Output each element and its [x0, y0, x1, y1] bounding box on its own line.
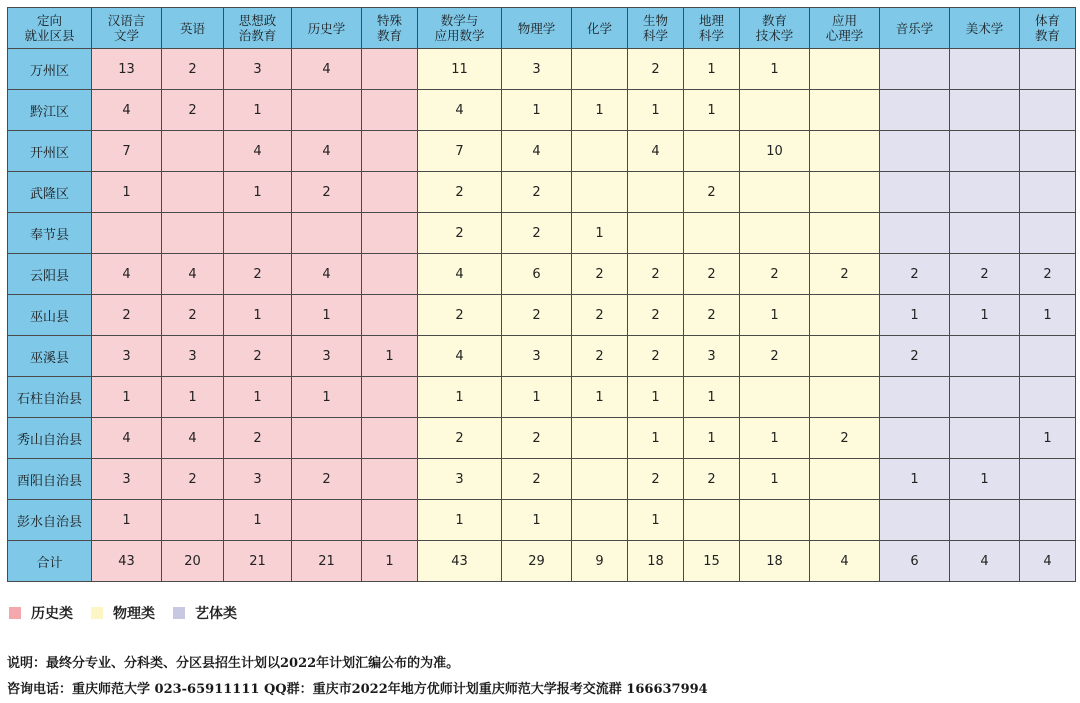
notes: [7, 651, 708, 703]
district-name: 巫溪县: [8, 336, 92, 377]
quota-cell: [810, 500, 880, 541]
quota-cell: [162, 500, 224, 541]
district-name: 万州区: [8, 49, 92, 90]
quota-cell: 4: [92, 254, 162, 295]
quota-cell: 7: [418, 131, 502, 172]
quota-cell: 4: [950, 541, 1020, 582]
note-explanation: 说明：最终分专业、分科类、分区县招生计划以2022年计划汇编公布的为准。: [7, 656, 460, 671]
table-row: [8, 131, 1076, 172]
quota-cell: [880, 213, 950, 254]
quota-cell: 2: [418, 172, 502, 213]
quota-cell: [292, 418, 362, 459]
legend-label: 历史类: [31, 606, 73, 622]
quota-cell: 2: [418, 418, 502, 459]
quota-cell: 2: [572, 295, 628, 336]
quota-cell: 2: [502, 418, 572, 459]
legend-label: 艺体类: [195, 606, 237, 622]
table-row: [8, 295, 1076, 336]
quota-cell: 3: [162, 336, 224, 377]
quota-cell: 4: [162, 418, 224, 459]
quota-cell: [362, 254, 418, 295]
quota-cell: 3: [224, 49, 292, 90]
quota-cell: 3: [502, 336, 572, 377]
legend-item: [91, 603, 155, 623]
quota-cell: 21: [292, 541, 362, 582]
quota-cell: [1020, 459, 1076, 500]
quota-cell: 1: [224, 90, 292, 131]
quota-cell: [950, 336, 1020, 377]
quota-cell: [572, 459, 628, 500]
quota-cell: 1: [362, 336, 418, 377]
column-header: 数学与 应用数学: [418, 8, 502, 49]
quota-cell: [740, 377, 810, 418]
quota-cell: 9: [572, 541, 628, 582]
quota-cell: [362, 213, 418, 254]
district-name: 奉节县: [8, 213, 92, 254]
quota-cell: [684, 131, 740, 172]
quota-cell: 2: [162, 459, 224, 500]
quota-cell: 3: [92, 459, 162, 500]
quota-cell: 2: [684, 172, 740, 213]
quota-cell: 2: [502, 295, 572, 336]
quota-cell: 3: [684, 336, 740, 377]
quota-cell: [1020, 213, 1076, 254]
quota-cell: [880, 90, 950, 131]
quota-cell: 2: [684, 295, 740, 336]
total-row: [8, 541, 1076, 582]
quota-cell: [572, 500, 628, 541]
quota-cell: 1: [224, 500, 292, 541]
district-name: 秀山自治县: [8, 418, 92, 459]
quota-cell: 2: [572, 254, 628, 295]
quota-cell: 1: [292, 295, 362, 336]
quota-cell: 4: [628, 131, 684, 172]
quota-cell: [162, 131, 224, 172]
quota-cell: 4: [92, 90, 162, 131]
quota-cell: 1: [292, 377, 362, 418]
quota-cell: 2: [684, 254, 740, 295]
quota-cell: 6: [880, 541, 950, 582]
quota-cell: 1: [684, 418, 740, 459]
enrollment-table: [7, 7, 1076, 582]
quota-cell: 3: [418, 459, 502, 500]
quota-cell: 2: [502, 213, 572, 254]
quota-cell: 1: [628, 90, 684, 131]
quota-cell: 2: [224, 336, 292, 377]
quota-cell: 1: [224, 377, 292, 418]
quota-cell: [628, 213, 684, 254]
quota-cell: [162, 213, 224, 254]
quota-cell: [810, 377, 880, 418]
quota-cell: 1: [740, 295, 810, 336]
quota-cell: 1: [418, 500, 502, 541]
quota-cell: 6: [502, 254, 572, 295]
quota-cell: 2: [628, 459, 684, 500]
quota-cell: 15: [684, 541, 740, 582]
quota-cell: [950, 131, 1020, 172]
quota-cell: 1: [950, 459, 1020, 500]
quota-cell: 2: [502, 172, 572, 213]
quota-cell: 3: [224, 459, 292, 500]
quota-cell: 1: [740, 418, 810, 459]
legend: [9, 603, 255, 623]
column-header: 历史学: [292, 8, 362, 49]
quota-cell: 43: [92, 541, 162, 582]
legend-swatch: [173, 607, 185, 619]
district-name: 云阳县: [8, 254, 92, 295]
quota-cell: 2: [628, 254, 684, 295]
column-header: 美术学: [950, 8, 1020, 49]
quota-cell: [362, 49, 418, 90]
quota-cell: 1: [502, 500, 572, 541]
quota-cell: 13: [92, 49, 162, 90]
quota-cell: 2: [880, 254, 950, 295]
column-header: 思想政 治教育: [224, 8, 292, 49]
quota-cell: 2: [684, 459, 740, 500]
quota-cell: [880, 131, 950, 172]
quota-cell: 3: [502, 49, 572, 90]
quota-cell: [810, 336, 880, 377]
quota-cell: 1: [502, 377, 572, 418]
column-header: 体育 教育: [1020, 8, 1076, 49]
district-name: 石柱自治县: [8, 377, 92, 418]
quota-cell: [362, 295, 418, 336]
quota-cell: 1: [418, 377, 502, 418]
quota-cell: [740, 172, 810, 213]
column-header: 生物 科学: [628, 8, 684, 49]
quota-cell: [810, 49, 880, 90]
quota-cell: [572, 131, 628, 172]
quota-cell: 1: [572, 90, 628, 131]
quota-cell: [362, 418, 418, 459]
quota-cell: 2: [628, 336, 684, 377]
legend-label: 物理类: [113, 606, 155, 622]
quota-cell: 4: [292, 254, 362, 295]
quota-cell: 1: [224, 295, 292, 336]
quota-cell: [950, 377, 1020, 418]
district-name: 巫山县: [8, 295, 92, 336]
quota-cell: 4: [502, 131, 572, 172]
column-header: 定向 就业区县: [8, 8, 92, 49]
quota-cell: 2: [1020, 254, 1076, 295]
quota-cell: 43: [418, 541, 502, 582]
quota-cell: [292, 500, 362, 541]
quota-cell: [362, 377, 418, 418]
quota-cell: 1: [1020, 418, 1076, 459]
quota-cell: [810, 131, 880, 172]
quota-cell: 1: [628, 377, 684, 418]
quota-cell: [810, 213, 880, 254]
column-header: 化学: [572, 8, 628, 49]
quota-cell: [740, 213, 810, 254]
quota-cell: [810, 459, 880, 500]
quota-cell: 4: [92, 418, 162, 459]
column-header: 教育 技术学: [740, 8, 810, 49]
quota-cell: [224, 213, 292, 254]
quota-cell: 1: [162, 377, 224, 418]
table-header-row: [8, 8, 1076, 49]
column-header: 汉语言 文学: [92, 8, 162, 49]
note-contact: 咨询电话：重庆师范大学 023-65911111 QQ群：重庆市2022年地方优师计划重庆师范大学报考交流群 166637994: [7, 682, 708, 697]
quota-cell: 1: [740, 459, 810, 500]
quota-cell: [572, 172, 628, 213]
quota-cell: [362, 131, 418, 172]
quota-cell: [1020, 500, 1076, 541]
quota-cell: [362, 500, 418, 541]
quota-cell: [1020, 90, 1076, 131]
quota-cell: 4: [418, 254, 502, 295]
quota-cell: 2: [628, 49, 684, 90]
quota-cell: 18: [628, 541, 684, 582]
quota-cell: 2: [418, 295, 502, 336]
quota-cell: [684, 213, 740, 254]
column-header: 特殊 教育: [362, 8, 418, 49]
quota-cell: [162, 172, 224, 213]
column-header: 地理 科学: [684, 8, 740, 49]
column-header: 物理学: [502, 8, 572, 49]
quota-cell: [810, 295, 880, 336]
quota-cell: 2: [502, 459, 572, 500]
quota-cell: [628, 172, 684, 213]
quota-cell: 1: [92, 377, 162, 418]
quota-cell: 1: [684, 49, 740, 90]
quota-cell: [880, 500, 950, 541]
district-name: 酉阳自治县: [8, 459, 92, 500]
quota-cell: 11: [418, 49, 502, 90]
quota-cell: 2: [880, 336, 950, 377]
quota-cell: [92, 213, 162, 254]
quota-cell: 1: [224, 172, 292, 213]
quota-cell: 29: [502, 541, 572, 582]
table-row: [8, 336, 1076, 377]
quota-cell: [1020, 172, 1076, 213]
district-name: 彭水自治县: [8, 500, 92, 541]
quota-cell: [880, 172, 950, 213]
quota-cell: 1: [92, 172, 162, 213]
quota-cell: 2: [628, 295, 684, 336]
quota-cell: 1: [740, 49, 810, 90]
district-name: 合计: [8, 541, 92, 582]
quota-cell: [950, 500, 1020, 541]
column-header: 英语: [162, 8, 224, 49]
quota-cell: [292, 213, 362, 254]
quota-cell: 4: [810, 541, 880, 582]
quota-cell: 1: [628, 418, 684, 459]
quota-cell: [684, 500, 740, 541]
quota-cell: 10: [740, 131, 810, 172]
quota-cell: 2: [418, 213, 502, 254]
quota-cell: 2: [810, 254, 880, 295]
quota-cell: 3: [92, 336, 162, 377]
quota-cell: [810, 90, 880, 131]
quota-cell: 1: [572, 377, 628, 418]
quota-cell: 1: [684, 90, 740, 131]
quota-cell: 2: [740, 254, 810, 295]
quota-cell: [740, 500, 810, 541]
quota-cell: 18: [740, 541, 810, 582]
quota-cell: [740, 90, 810, 131]
quota-cell: [362, 90, 418, 131]
legend-item: [9, 603, 73, 623]
quota-cell: 1: [572, 213, 628, 254]
quota-cell: 1: [502, 90, 572, 131]
table-row: [8, 418, 1076, 459]
table-row: [8, 500, 1076, 541]
quota-cell: 2: [162, 295, 224, 336]
quota-cell: 4: [292, 131, 362, 172]
table-row: [8, 254, 1076, 295]
quota-cell: [362, 459, 418, 500]
quota-cell: [950, 49, 1020, 90]
quota-cell: [1020, 49, 1076, 90]
quota-cell: 2: [950, 254, 1020, 295]
quota-cell: [1020, 336, 1076, 377]
quota-cell: 4: [1020, 541, 1076, 582]
quota-cell: [950, 90, 1020, 131]
quota-cell: [950, 172, 1020, 213]
quota-cell: [1020, 377, 1076, 418]
district-name: 开州区: [8, 131, 92, 172]
table-row: [8, 90, 1076, 131]
legend-swatch: [91, 607, 103, 619]
quota-cell: 1: [880, 459, 950, 500]
quota-cell: [880, 377, 950, 418]
district-name: 武隆区: [8, 172, 92, 213]
quota-cell: 1: [684, 377, 740, 418]
quota-cell: 20: [162, 541, 224, 582]
column-header: 应用 心理学: [810, 8, 880, 49]
quota-cell: [1020, 131, 1076, 172]
table-row: [8, 377, 1076, 418]
quota-cell: [362, 172, 418, 213]
quota-cell: [572, 49, 628, 90]
quota-cell: 1: [880, 295, 950, 336]
quota-cell: 1: [1020, 295, 1076, 336]
quota-cell: 7: [92, 131, 162, 172]
quota-cell: 1: [92, 500, 162, 541]
quota-cell: 2: [572, 336, 628, 377]
quota-cell: 2: [162, 49, 224, 90]
quota-cell: 4: [292, 49, 362, 90]
quota-cell: 1: [628, 500, 684, 541]
quota-cell: 2: [224, 254, 292, 295]
legend-item: [173, 603, 237, 623]
quota-cell: [292, 90, 362, 131]
quota-cell: 4: [418, 336, 502, 377]
quota-cell: 2: [740, 336, 810, 377]
quota-cell: [880, 418, 950, 459]
quota-cell: [810, 172, 880, 213]
quota-cell: 21: [224, 541, 292, 582]
legend-swatch: [9, 607, 21, 619]
quota-cell: 1: [950, 295, 1020, 336]
column-header: 音乐学: [880, 8, 950, 49]
table-row: [8, 49, 1076, 90]
table-row: [8, 172, 1076, 213]
quota-cell: 2: [92, 295, 162, 336]
quota-cell: [950, 213, 1020, 254]
table-row: [8, 213, 1076, 254]
quota-cell: 4: [224, 131, 292, 172]
district-name: 黔江区: [8, 90, 92, 131]
quota-cell: 2: [224, 418, 292, 459]
quota-cell: [572, 418, 628, 459]
quota-cell: [880, 49, 950, 90]
quota-cell: [950, 418, 1020, 459]
quota-cell: 4: [418, 90, 502, 131]
quota-cell: 3: [292, 336, 362, 377]
quota-cell: 4: [162, 254, 224, 295]
quota-cell: 2: [292, 172, 362, 213]
quota-cell: 1: [362, 541, 418, 582]
quota-cell: 2: [810, 418, 880, 459]
table-row: [8, 459, 1076, 500]
quota-cell: 2: [162, 90, 224, 131]
quota-cell: 2: [292, 459, 362, 500]
